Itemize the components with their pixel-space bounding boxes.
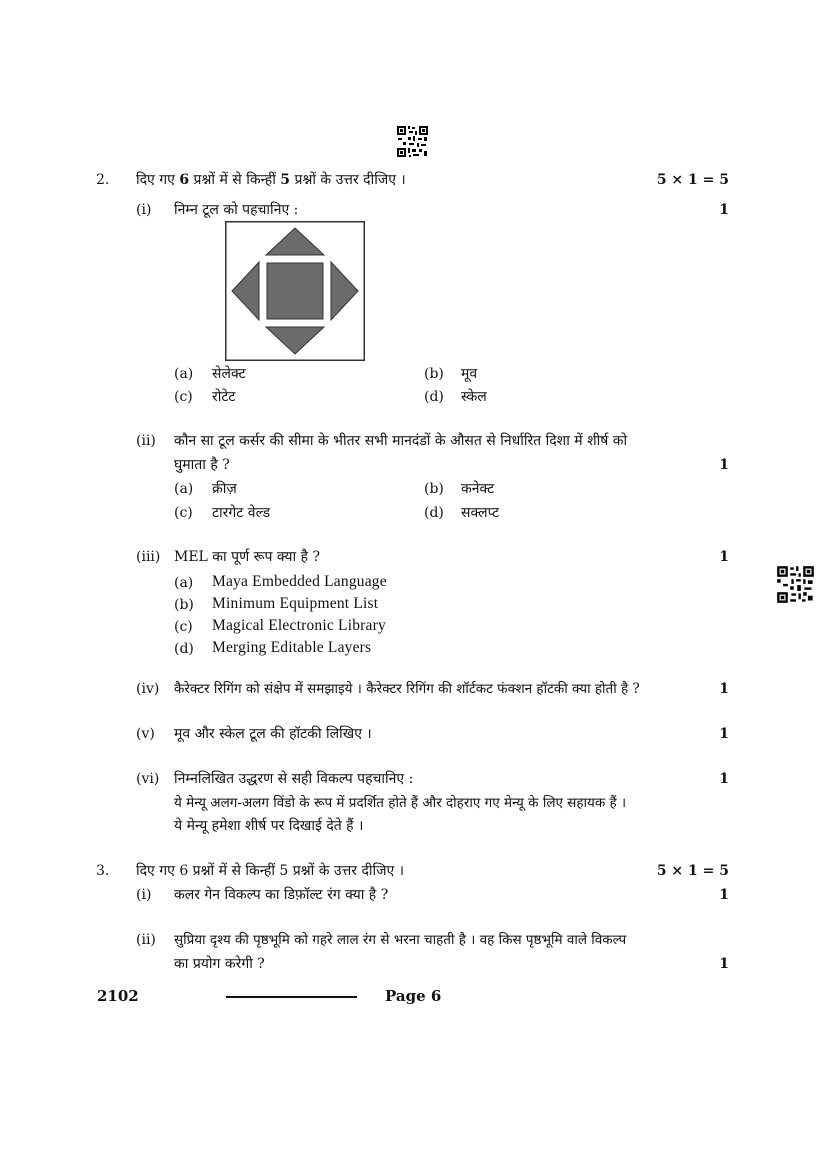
option-text: स्केल (461, 389, 487, 405)
subquestion-number: (iii) (136, 549, 161, 565)
subquestion-number: (vi) (136, 771, 160, 787)
option-label: (b) (424, 481, 444, 497)
footer-divider (226, 996, 357, 998)
subquestion-text: निम्न टूल को पहचानिए : (174, 202, 299, 218)
marks: 1 (719, 549, 729, 565)
subquestion-number: (ii) (136, 932, 156, 948)
marks: 1 (719, 887, 729, 903)
subquestion-text: का प्रयोग करेगी ? (174, 956, 265, 972)
subquestion-number: (iv) (136, 681, 160, 697)
paper-code: 2102 (97, 987, 139, 1005)
marks: 1 (719, 457, 729, 473)
instruction-count: 6 (179, 172, 190, 188)
option-label: (b) (424, 366, 444, 382)
option-label: (d) (174, 641, 194, 657)
subquestion-number: (i) (136, 202, 152, 218)
marks-total: 5 × 1 = 5 (656, 863, 729, 879)
subquestion-number: (ii) (136, 433, 156, 449)
option-text: Merging Editable Layers (212, 639, 372, 656)
instruction-text: दिए गए (136, 172, 180, 188)
option-text: सक्लप्ट (461, 505, 500, 521)
subquestion-text: घुमाता है ? (174, 457, 230, 473)
marks: 1 (719, 681, 729, 697)
option-text: Magical Electronic Library (212, 617, 386, 634)
marks: 1 (719, 202, 729, 218)
instruction-count: 5 (280, 172, 291, 188)
option-label: (a) (174, 575, 194, 591)
instruction-text: प्रश्नों के उत्तर दीजिए । (290, 172, 406, 188)
qr-code-side-icon (776, 565, 815, 604)
option-label: (d) (424, 505, 444, 521)
subquestion-number: (v) (136, 726, 155, 742)
option-label: (d) (424, 389, 444, 405)
option-text: सेलेक्ट (212, 366, 246, 382)
option-label: (a) (174, 366, 194, 382)
subquestion-text: ये मेन्यू हमेशा शीर्ष पर दिखाई देते हैं । (174, 818, 364, 834)
subquestion-text: मूव और स्केल टूल की हॉटकी लिखिए । (174, 726, 372, 742)
question-number: 2. (96, 172, 110, 188)
page-number: Page 6 (385, 987, 442, 1005)
marks-total: 5 × 1 = 5 (656, 172, 729, 188)
marks: 1 (719, 726, 729, 742)
option-text: Minimum Equipment List (212, 595, 379, 612)
option-text: रोटेट (212, 389, 236, 405)
question-instruction: दिए गए 6 प्रश्नों में से किन्हीं 5 प्रश्नों के उत्तर दीजिए । (136, 863, 405, 879)
subquestion-text: निम्नलिखित उद्धरण से सही विकल्प पहचानिए : (174, 771, 414, 787)
option-text: Maya Embedded Language (212, 573, 387, 590)
qr-code-top-icon (396, 125, 429, 158)
option-label: (c) (174, 505, 193, 521)
marks: 1 (719, 771, 729, 787)
question-number: 3. (96, 863, 110, 879)
move-tool-figure-icon (225, 221, 365, 361)
subquestion-text: सुप्रिया दृश्य की पृष्ठभूमि को गहरे लाल रंग से भरना चाहती है । वह किस पृष्ठभूमि वाले विकल्प (174, 932, 627, 948)
option-label: (a) (174, 481, 194, 497)
subquestion-text: MEL का पूर्ण रूप क्या है ? (174, 549, 321, 565)
subquestion-text: कलर गेन विकल्प का डिफ़ॉल्ट रंग क्या है ? (174, 887, 389, 903)
option-text: क्रीज़ (212, 481, 237, 497)
subquestion-number: (i) (136, 887, 152, 903)
option-label: (b) (174, 597, 194, 613)
marks: 1 (719, 956, 729, 972)
instruction-text: प्रश्नों में से किन्हीं (189, 172, 281, 188)
option-text: मूव (461, 366, 478, 382)
subquestion-text: कौन सा टूल कर्सर की सीमा के भीतर सभी मानदंडों के औसत से निर्धारित दिशा में शीर्ष को (174, 433, 628, 449)
option-text: टारगेट वेल्ड (212, 505, 271, 521)
option-label: (c) (174, 619, 193, 635)
question-instruction (136, 171, 406, 189)
option-label: (c) (174, 389, 193, 405)
subquestion-text: ये मेन्यू अलग-अलग विंडो के रूप में प्रदर्शित होते हैं और दोहराए गए मेन्यू के लिए सहायक हैं । (174, 795, 627, 811)
option-text: कनेक्ट (461, 481, 495, 497)
subquestion-text: कैरेक्टर रिगिंग को संक्षेप में समझाइये । कैरेक्टर रिगिंग की शॉर्टकट फंक्शन हॉटकी क्या होती है ? (174, 681, 640, 697)
